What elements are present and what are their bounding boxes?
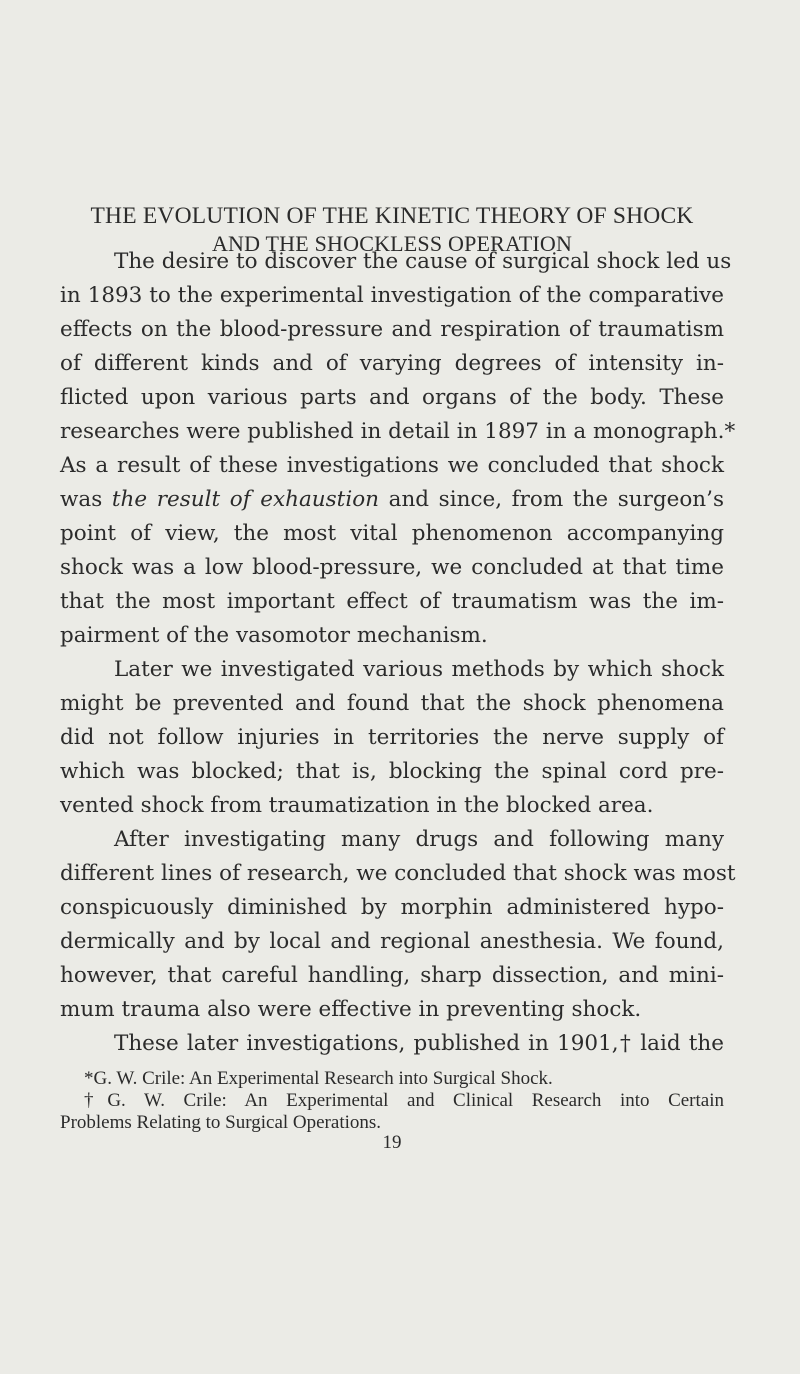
chapter-title-line-1: THE EVOLUTION OF THE KINETIC THEORY OF SHOCK: [90, 203, 694, 229]
body-text-line: which was blocked; that is, blocking the spinal cord pre-: [60, 759, 724, 784]
italic-phrase: the result of exhaustion: [111, 487, 379, 512]
body-text-line: pairment of the vasomotor mechanism.: [60, 623, 488, 648]
body-text-line: that the most important effect of traumatism was the im-: [60, 589, 724, 614]
footnote-2-line-2: Problems Relating to Surgical Operations.: [60, 1112, 382, 1133]
body-text-line: Later we investigated various methods by which shock: [114, 657, 724, 682]
body-text-line: effects on the blood-pressure and respiration of traumatism: [60, 317, 724, 342]
body-text-line: might be prevented and found that the shock phenomena: [60, 691, 724, 716]
body-text-run: and since, from the surgeon’s: [379, 487, 725, 512]
body-text-line: in 1893 to the experimental investigation of the comparative: [60, 283, 724, 308]
footnote-2-line-1: †G. W. Crile: An Experimental and Clinical Research into Certain: [84, 1090, 724, 1111]
body-text-line: These later investigations, published in 1901,† laid the: [114, 1031, 724, 1056]
body-text-line: point of view, the most vital phenomenon accompanying: [60, 521, 724, 546]
chapter-title-line-2: AND THE SHOCKLESS OPERATION: [211, 231, 573, 256]
body-text-line: did not follow injuries in territories the nerve supply of: [60, 725, 724, 750]
body-text-line-with-italic: [60, 483, 724, 517]
body-text-line: mum trauma also were effective in preventing shock.: [60, 997, 642, 1022]
body-text-line: vented shock from traumatization in the blocked area.: [60, 793, 654, 818]
body-text-line: flicted upon various parts and organs of the body. These: [60, 385, 724, 410]
body-text-line: The desire to discover the cause of surgical shock led us: [114, 249, 732, 274]
body-text-line: conspicuously diminished by morphin administered hypo-: [60, 895, 724, 920]
body-text-line: dermically and by local and regional anesthesia. We found,: [60, 929, 724, 954]
body-text-line: As a result of these investigations we concluded that shock: [60, 453, 724, 478]
body-text-run: was: [60, 487, 112, 512]
body-text-line: shock was a low blood-pressure, we concluded at that time: [60, 555, 724, 580]
page-number: 19: [382, 1132, 402, 1153]
body-text-line: researches were published in detail in 1897 in a monograph.*: [60, 419, 736, 444]
body-text-line: however, that careful handling, sharp dissection, and mini-: [60, 963, 724, 988]
body-text-line: of different kinds and of varying degrees of intensity in-: [60, 351, 724, 376]
body-text-line: After investigating many drugs and following many: [114, 827, 724, 852]
footnote-1: *G. W. Crile: An Experimental Research into Surgical Shock.: [84, 1068, 553, 1089]
body-text-line: different lines of research, we concluded that shock was most: [60, 861, 736, 886]
